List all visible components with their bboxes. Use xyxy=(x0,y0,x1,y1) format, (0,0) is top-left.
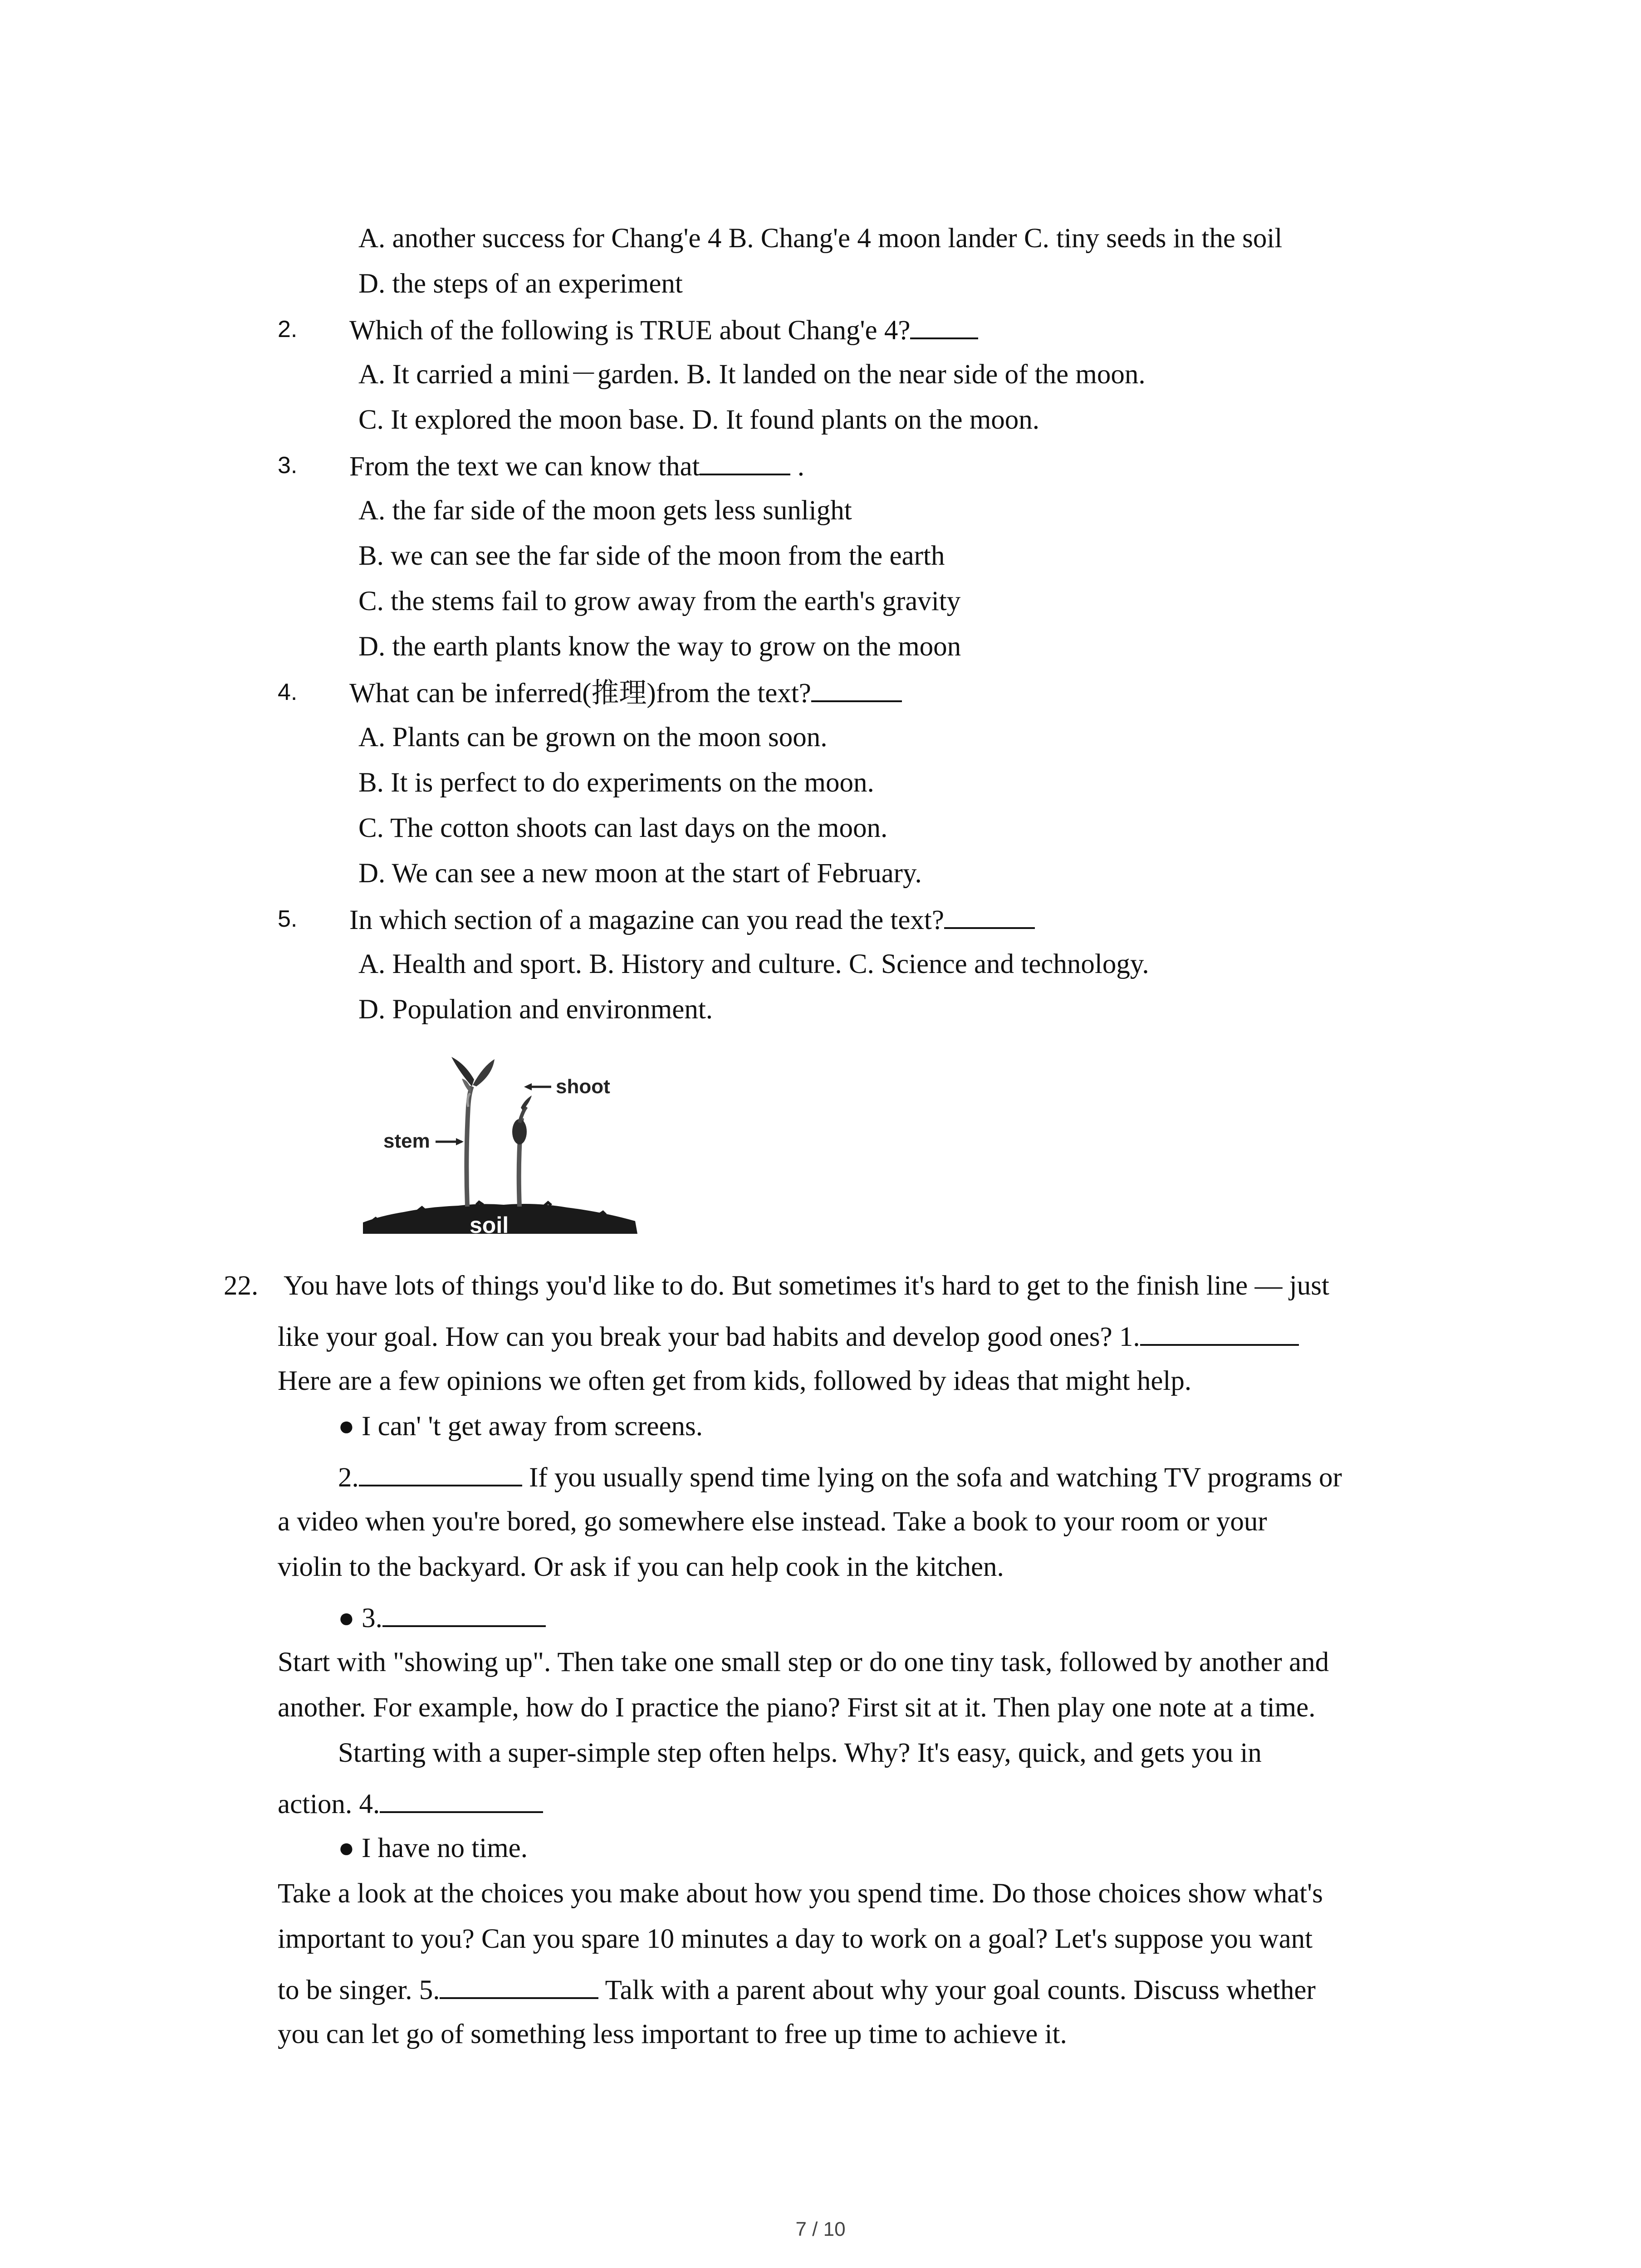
shoot-seed xyxy=(512,1119,527,1144)
q22-p5-line3 xyxy=(278,1971,1316,2009)
q4-option-b: B. It is perfect to do experiments on the moon. xyxy=(358,767,874,798)
q22-blank-3[interactable] xyxy=(382,1599,546,1627)
q22-blank-2[interactable] xyxy=(359,1458,522,1486)
q2-number: 2. xyxy=(278,316,298,342)
q4-option-d: D. We can see a new moon at the start of February. xyxy=(358,858,922,889)
q3-option-b: B. we can see the far side of the moon from the earth xyxy=(358,541,945,571)
q22-bullet-2-text: ● 3. xyxy=(338,1603,382,1633)
q3-option-d: D. the earth plants know the way to grow on the moon xyxy=(358,631,961,662)
q3-answer-blank[interactable] xyxy=(700,447,790,475)
q2-options-line2: C. It explored the moon base. D. It found plants on the moon. xyxy=(358,405,1040,435)
q22-blank-5[interactable] xyxy=(440,1971,598,1999)
q22-blank-4[interactable] xyxy=(380,1785,543,1813)
left-leaf-2 xyxy=(473,1059,495,1086)
q22-blank-1[interactable] xyxy=(1140,1318,1299,1346)
q22-bullet-3: ● I have no time. xyxy=(338,1833,528,1863)
stem-label: stem xyxy=(383,1130,430,1152)
q4-stem-text: What can be inferred(推理)from the text? xyxy=(349,678,811,709)
q22-p2-line2: a video when you're bored, go somewhere else instead. Take a book to your room or your xyxy=(278,1506,1267,1537)
q3-option-c: C. the stems fail to grow away from the earth's gravity xyxy=(358,586,961,616)
q1-options-line1: A. another success for Chang'e 4 B. Chang'e 4 moon lander C. tiny seeds in the soil xyxy=(358,223,1283,254)
q22-p1-line3: Here are a few opinions we often get from kids, followed by ideas that might help. xyxy=(278,1366,1192,1396)
q22-number: 22. xyxy=(224,1271,259,1301)
q22-p1-line2-text: like your goal. How can you break your bad habits and develop good ones? 1. xyxy=(278,1322,1140,1352)
q2-options-line1: A. It carried a mini－garden. B. It landed on the near side of the moon. xyxy=(358,359,1146,390)
q22-p2-line1-text: If you usually spend time lying on the sofa and watching TV programs or xyxy=(522,1462,1342,1493)
q22-p4-line2 xyxy=(278,1785,543,1823)
q22-p4-line1: Starting with a super-simple step often helps. Why? It's easy, quick, and gets you in xyxy=(338,1738,1262,1768)
q22-p5-line3-text: to be singer. 5. xyxy=(278,1975,440,2005)
q5-stem-text: In which section of a magazine can you read the text? xyxy=(349,905,944,935)
q3-number: 3. xyxy=(278,452,298,479)
q22-p2-line3: violin to the backyard. Or ask if you can help cook in the kitchen. xyxy=(278,1552,1004,1582)
q22-p5-line4: you can let go of something less important to free up time to achieve it. xyxy=(278,2019,1067,2049)
q5-number: 5. xyxy=(278,906,298,932)
q22-p4-line2-text: action. 4. xyxy=(278,1789,380,1819)
q4-answer-blank[interactable] xyxy=(811,674,902,702)
q5-stem xyxy=(349,901,1035,938)
page-number: 7 / 10 xyxy=(795,2218,846,2240)
q2-answer-blank[interactable] xyxy=(910,311,978,339)
seedling-figure xyxy=(363,1043,640,1243)
q3-option-a: A. the far side of the moon gets less sunlight xyxy=(358,495,852,526)
q4-stem xyxy=(349,674,902,712)
q3-stem-text: From the text we can know that xyxy=(349,451,700,482)
q5-options-line1: A. Health and sport. B. History and culture. C. Science and technology. xyxy=(358,949,1149,979)
left-leaf-1 xyxy=(451,1057,474,1086)
q4-number: 4. xyxy=(278,679,298,705)
q22-p5-line2: important to you? Can you spare 10 minutes a day to work on a goal? Let's suppose you want xyxy=(278,1924,1313,1954)
q2-stem-text: Which of the following is TRUE about Chang'e 4? xyxy=(349,315,911,346)
q22-p3-line1: Start with "showing up". Then take one small step or do one tiny task, followed by another and xyxy=(278,1647,1329,1677)
q22-p1-line2 xyxy=(278,1318,1299,1355)
q4-option-c: C. The cotton shoots can last days on the moon. xyxy=(358,813,888,843)
q3-stem-end: . xyxy=(790,451,804,482)
q22-p1-line1: You have lots of things you'd like to do. But sometimes it's hard to get to the finish line — just xyxy=(284,1271,1329,1301)
q22-bullet-1: ● I can' 't get away from screens. xyxy=(338,1411,703,1442)
q2-stem xyxy=(349,311,978,349)
q1-options-line2: D. the steps of an experiment xyxy=(358,269,683,299)
shoot-label: shoot xyxy=(556,1075,610,1098)
q3-stem xyxy=(349,447,804,485)
q22-p2-number: 2. xyxy=(338,1462,359,1493)
q22-p2-line1 xyxy=(338,1458,1342,1496)
q4-option-a: A. Plants can be grown on the moon soon. xyxy=(358,722,828,753)
q22-p3-line2: another. For example, how do I practice the piano? First sit at it. Then play one note at a time. xyxy=(278,1692,1316,1723)
soil-label: soil xyxy=(470,1212,509,1238)
q22-p5-line3-end: Talk with a parent about why your goal counts. Discuss whether xyxy=(598,1975,1316,2005)
q22-p5-line1: Take a look at the choices you make about how you spend time. Do those choices show what's xyxy=(278,1878,1323,1909)
q22-bullet-2 xyxy=(338,1599,546,1637)
q5-options-line2: D. Population and environment. xyxy=(358,994,713,1025)
q5-answer-blank[interactable] xyxy=(944,901,1035,929)
